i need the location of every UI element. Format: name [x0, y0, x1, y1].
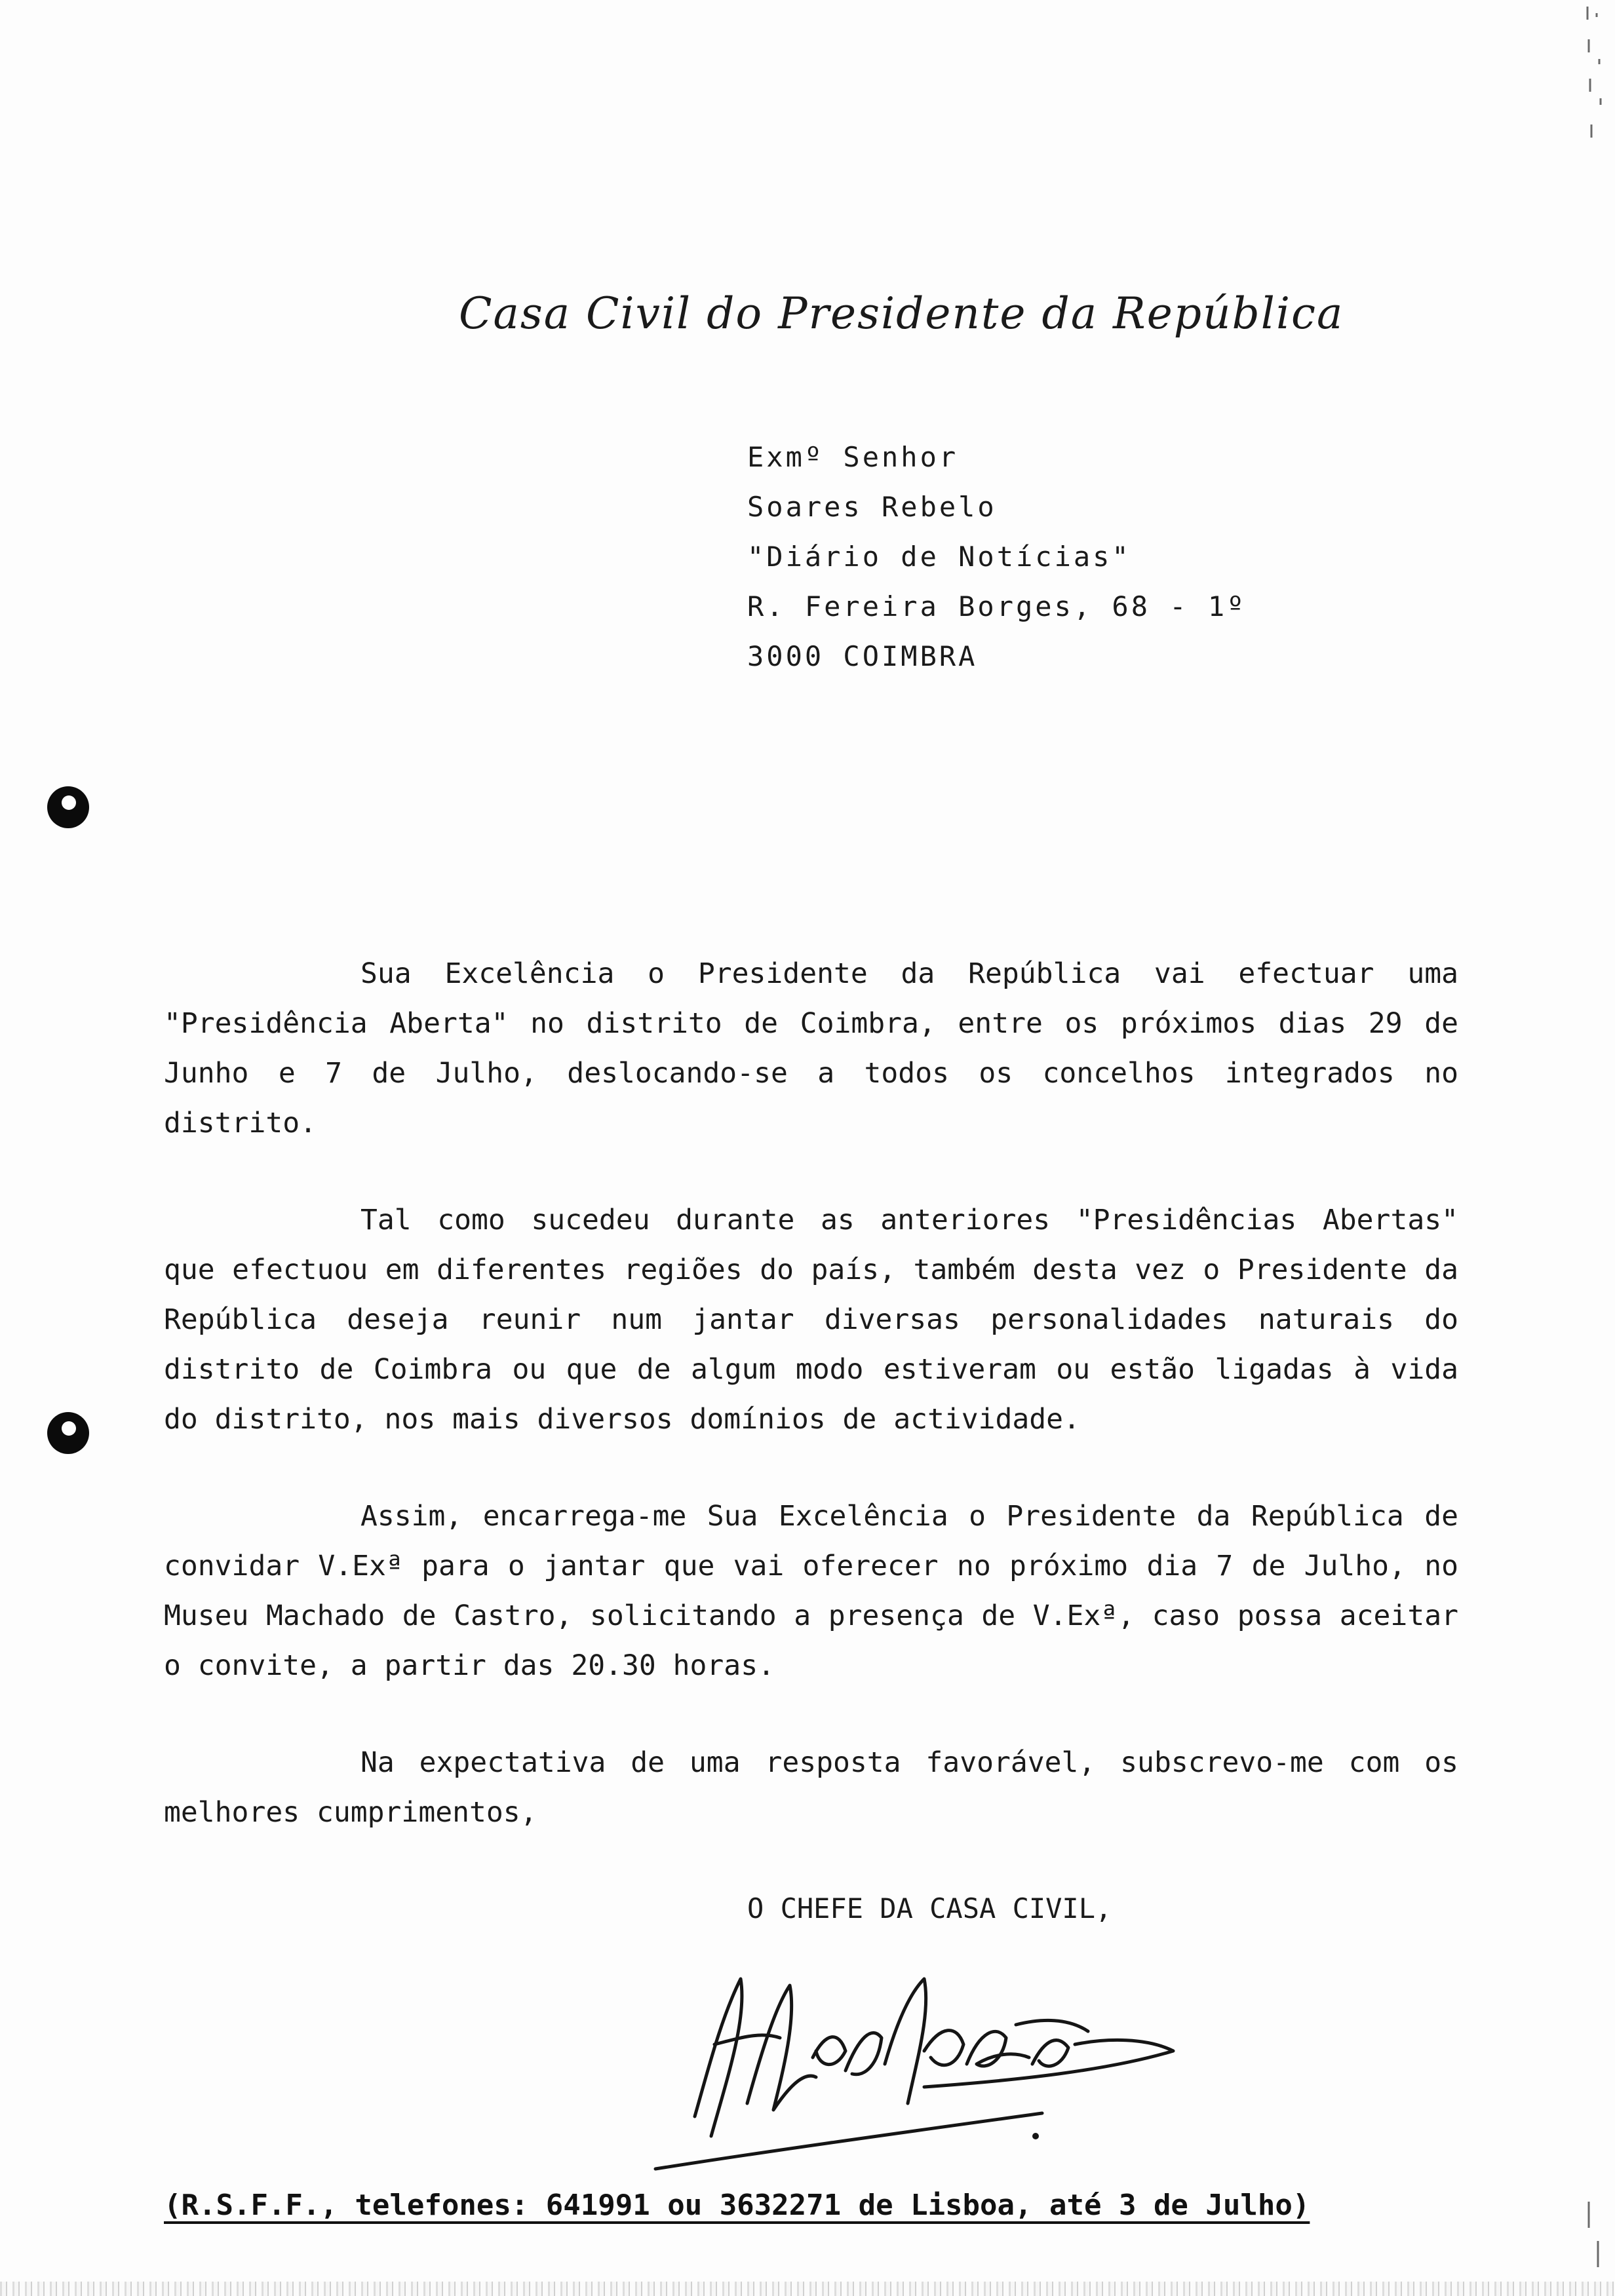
paragraph-1: Sua Excelência o Presidente da República vai efectuar uma "Presidência Aberta" no distrito de Coimbra, entre os próximos dias 29 de Junho e 7 de Julho, deslocando-se a todos os concelhos integrados no distrito. — [164, 957, 1458, 1139]
closing-title: O CHEFE DA CASA CIVIL, — [747, 1892, 1112, 1924]
scan-edge-marks — [1584, 0, 1610, 2296]
punch-hole-icon — [47, 1412, 89, 1454]
recipient-city: 3000 COIMBRA — [747, 640, 978, 672]
recipient-salutation: Exmº Senhor — [747, 441, 959, 473]
recipient-organization: "Diário de Notícias" — [747, 541, 1131, 573]
contact-note: (R.S.F.F., telefones: 641991 ou 3632271 de Lisboa, até 3 de Julho) — [164, 2189, 1310, 2222]
scan-bottom-edge — [0, 2282, 1615, 2296]
paragraph-3: Assim, encarrega-me Sua Excelência o Presidente da República de convidar V.Exª para o jantar que vai oferecer no próximo dia 7 de Julho, no Museu Machado de Castro, solicitando a presença de V.Exª, caso possa aceitar o convite, a partir das 20.30 horas. — [164, 1500, 1458, 1682]
recipient-name: Soares Rebelo — [747, 491, 997, 523]
recipient-address — [747, 432, 1246, 681]
recipient-street: R. Fereira Borges, 68 - 1º — [747, 590, 1247, 622]
punch-hole-icon — [47, 786, 89, 828]
paragraph-2: Tal como sucedeu durante as anteriores "Presidências Abertas" que efectuou em diferentes regiões do país, também desta vez o Presidente da República deseja reunir num jantar diversas personalidades naturais do distrito de Coimbra ou que de algum modo estiveram ou estão ligadas à vida do distrito, nos mais diversos domínios de actividade. — [164, 1204, 1458, 1436]
handwritten-signature — [649, 1940, 1186, 2175]
letterhead: Casa Civil do Presidente da República — [459, 288, 1344, 339]
paragraph-4: Na expectativa de uma resposta favorável, subscrevo-me com os melhores cumprimentos, — [164, 1746, 1458, 1829]
letter-body — [164, 949, 1458, 1885]
